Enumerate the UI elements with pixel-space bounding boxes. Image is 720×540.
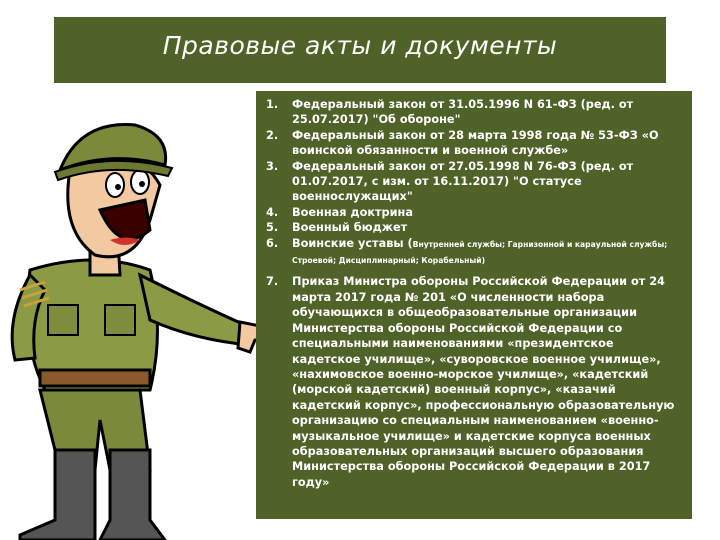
list-item	[266, 274, 684, 490]
list-item	[266, 220, 684, 235]
item-text-small: Внутренней службы; Гарнизонной и караульной службы; Строевой; Дисциплинарный; Корабельный)	[292, 239, 668, 266]
item-number: 5.	[266, 221, 279, 235]
list-item	[266, 236, 684, 269]
list-item	[266, 128, 684, 159]
documents-panel	[256, 91, 692, 519]
item-text: Военная доктрина	[292, 205, 413, 219]
item-number: 2.	[266, 128, 279, 142]
list-item	[266, 205, 684, 220]
item-number: 6.	[266, 236, 279, 250]
item-number: 7.	[266, 275, 279, 289]
list-item	[266, 159, 684, 205]
item-text-main: Воинские уставы (	[292, 236, 413, 250]
item-number: 1.	[266, 98, 279, 111]
soldier-illustration	[0, 90, 300, 540]
title-bar	[54, 17, 666, 83]
item-number: 3.	[266, 159, 279, 173]
item-text: Федеральный закон от 31.05.1996 N 61-ФЗ (ред. от 25.07.2017) "Об обороне"	[292, 98, 634, 127]
item-text: Приказ Министра обороны Российской Федерации от 24 марта 2017 года № 201 «О численности набора обучающихся в общеобразовательные организации Министерства обороны Российской Федерации со специальными наименованиями «президентское кадетское училище», «суворовское военное училище», «нахимовское военно-морское училище», «кадетский (морской кадетский) военный корпус», «казачий кадетский корпус», профессиональную образовательную организацию со специальным наименованием «военно-музыкальное училище» и кадетские корпуса военных образовательных организаций высшего образования Министерства обороны Российской Федерации в 2017 году»	[292, 275, 675, 489]
item-text: Федеральный закон от 28 марта 1998 года № 53-ФЗ «О воинской обязанности и военной службе»	[292, 128, 659, 158]
documents-list	[256, 91, 692, 490]
list-item	[266, 97, 684, 128]
slide-title: Правовые акты и документы	[162, 31, 558, 60]
item-number: 4.	[266, 205, 279, 219]
item-text	[292, 236, 684, 269]
item-text: Военный бюджет	[292, 221, 408, 235]
item-text: Федеральный закон от 27.05.1998 N 76-ФЗ (ред. от 01.07.2017, с изм. от 16.11.2017) "О статусе военнослужащих"	[292, 159, 634, 204]
